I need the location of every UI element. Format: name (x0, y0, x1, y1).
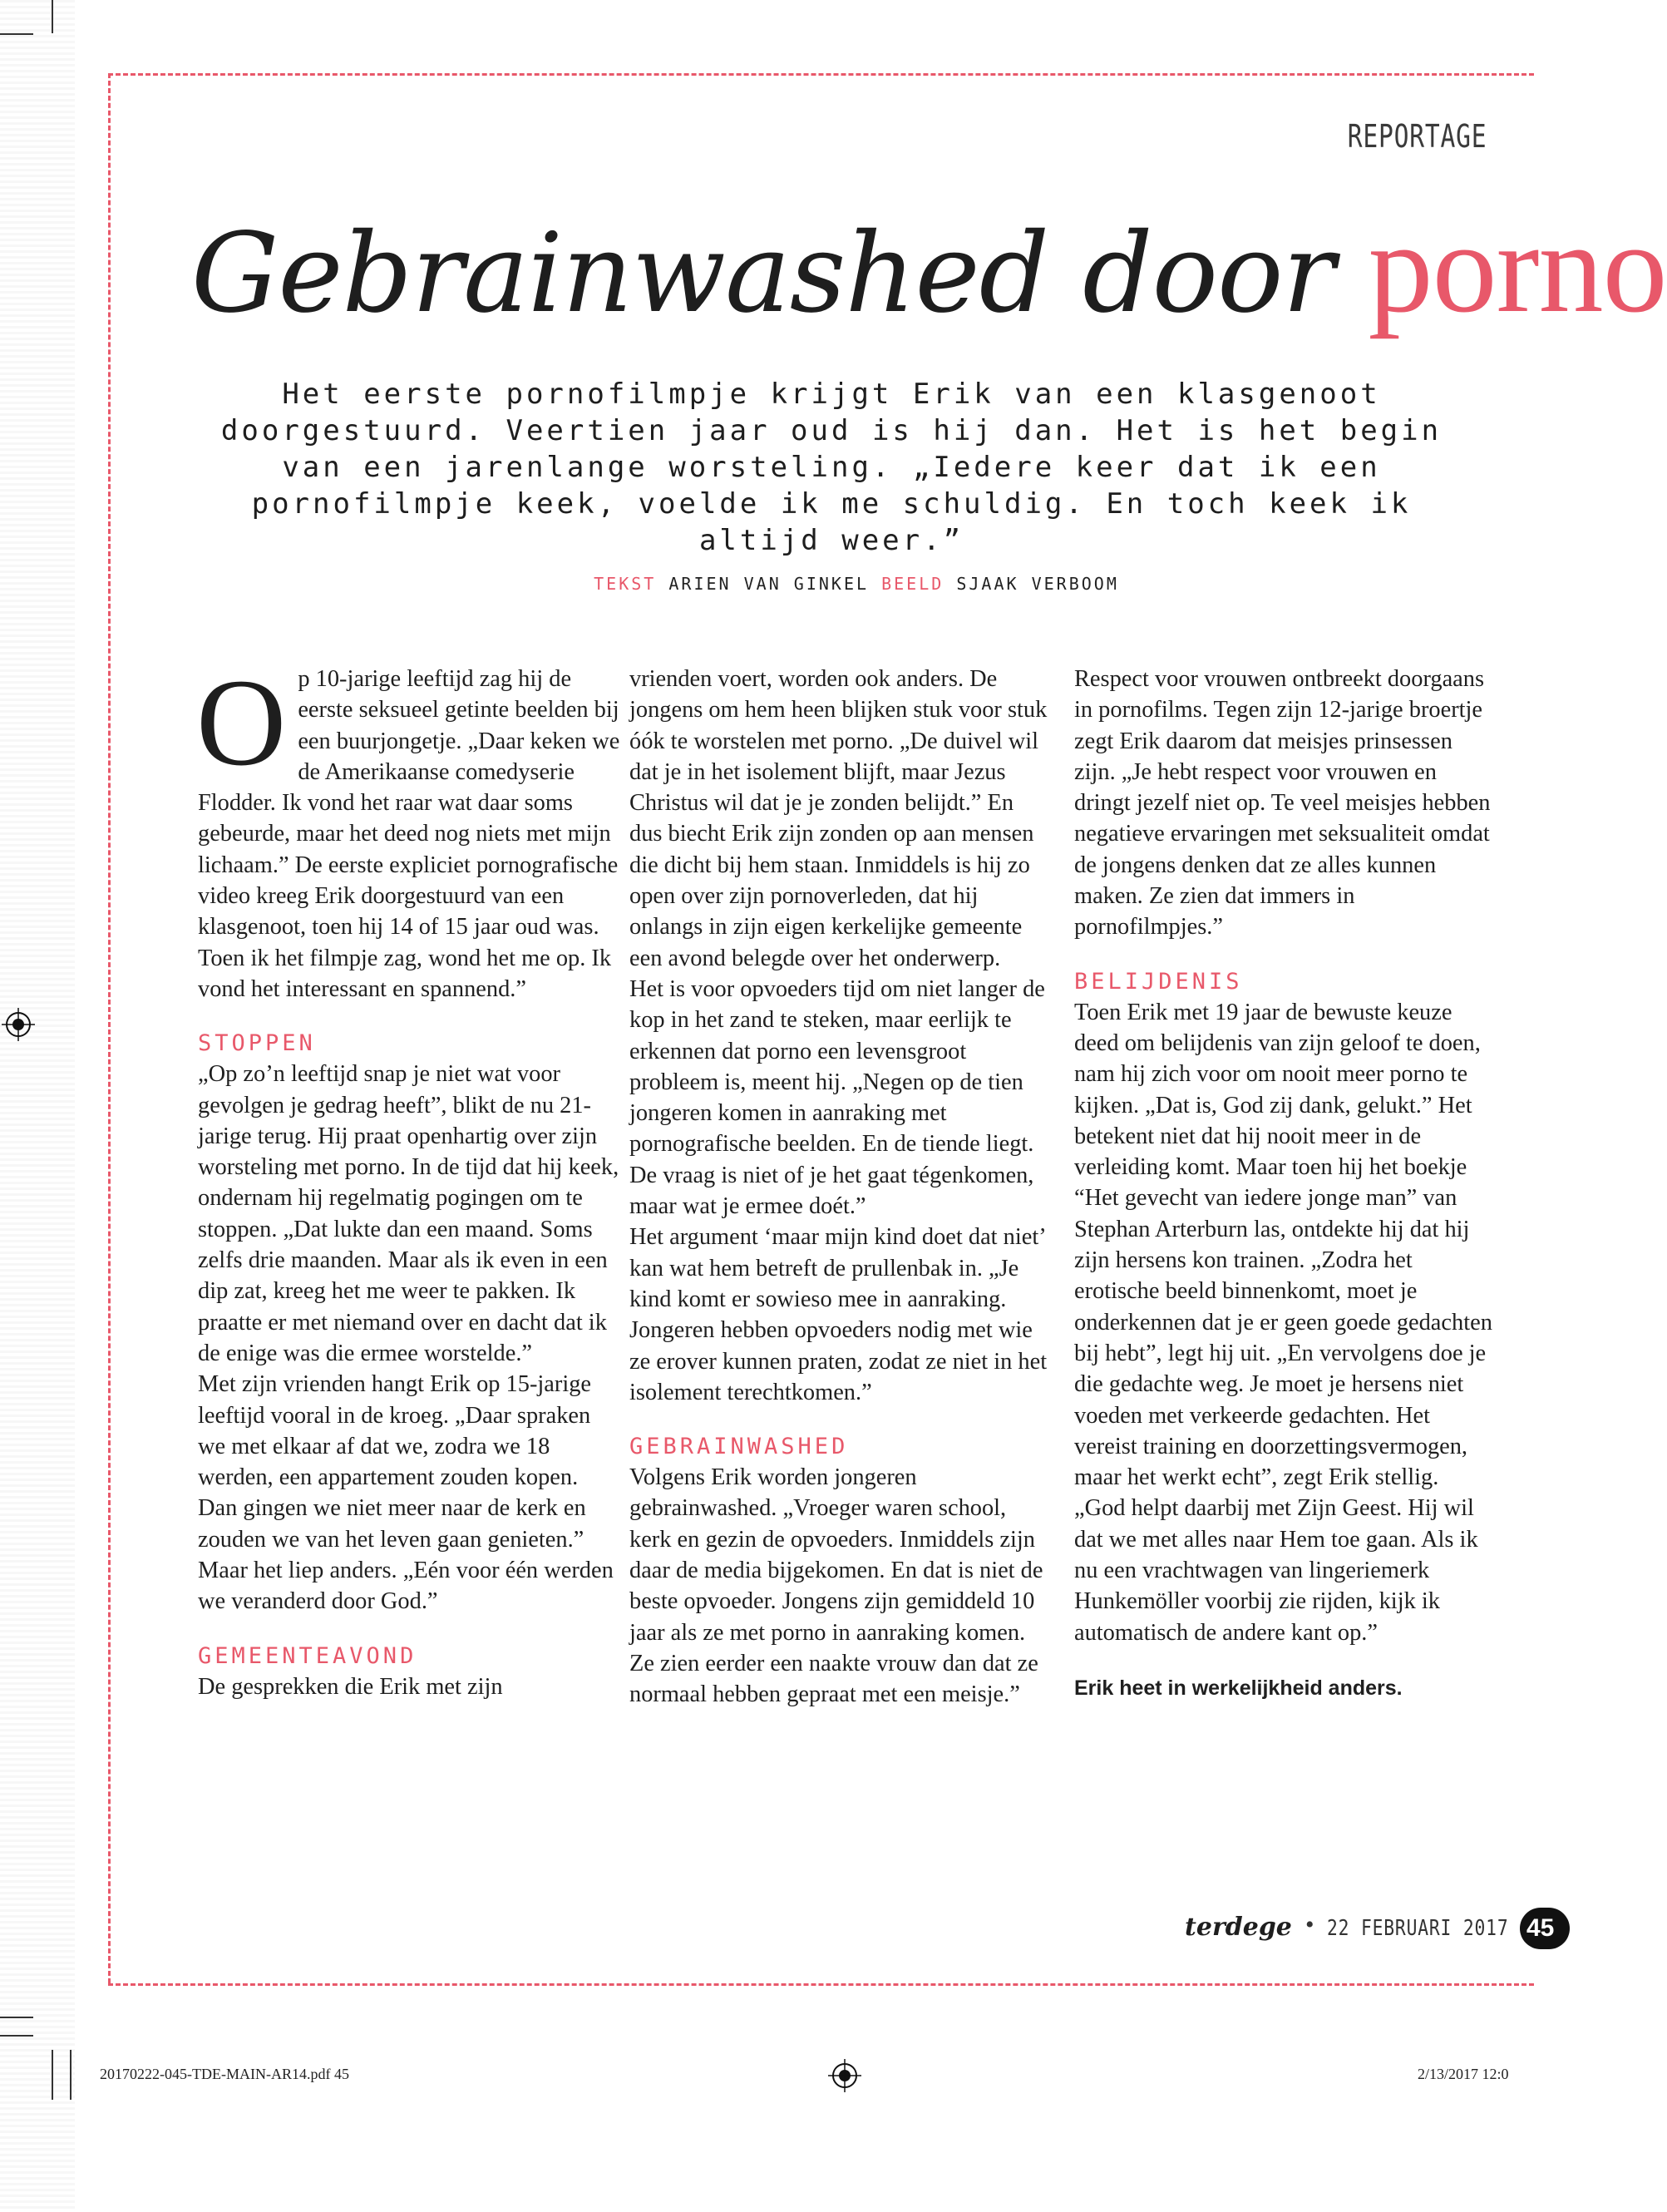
frame-border (108, 1983, 1534, 1986)
crop-mark (0, 2017, 33, 2018)
registration-mark-icon (2, 1008, 35, 1041)
paragraph: „Op zo’n leeftijd snap je niet wat voor gevolgen je gedrag heeft”, blikt de nu 21-jarige terug. Hij praat openhartig over zijn worsteling met porno. In de tijd dat hij keek, ondernam hij regelmatig pogingen om te stoppen. „Dat lukte dan een maand. Soms zelfs drie maanden. Maar als ik even in een dip zat, kreeg het me weer te pakken. Ik praatte er met niemand over en dacht dat ik de enige was die ermee worstelde.” (198, 1061, 619, 1366)
print-gutter (0, 0, 75, 2212)
article-column-2 (629, 664, 1052, 1711)
paragraph: p 10-jarige leeftijd zag hij de eerste seksueel getinte beelden bij een buurjongetje. „Daar keken we de Amerikaanse comedyserie Flodder. Ik vond het raar wat daar soms gebeurde, maar het deed nog niets met mijn lichaam.” De eerste expliciet pornografische video kreeg Erik doorgestuurd van een klasgenoot, toen hij 14 of 15 jaar oud was. Toen ik het filmpje zag, wond het me op. Ik vond het interessant en spannend.” (198, 666, 620, 1002)
credits (266, 574, 1447, 594)
frame-border (108, 73, 1534, 76)
footer-separator: • (1305, 1911, 1314, 1938)
crop-mark (52, 0, 53, 33)
print-slug-timestamp: 2/13/2017 12:0 (1418, 2066, 1509, 2082)
paragraph: „God helpt daarbij met Zijn Geest. Hij wil dat we met alles naar Hem toe gaan. Als ik nu een vrachtwagen van lingeriemerk Hunkemöller voorbij zie rijden, kijk ik automatisch de andere kant op.” (1074, 1495, 1478, 1646)
page-number: 45 (1520, 1908, 1570, 1949)
subheading: BELIJDENIS (1074, 968, 1243, 995)
article-title (191, 193, 1667, 348)
crop-mark (0, 33, 33, 35)
drop-cap: O (196, 654, 287, 792)
issue-date: 22 FEBRUARI 2017 (1327, 1916, 1509, 1941)
registration-mark-icon (828, 2059, 861, 2092)
credit-text-label: TEKST (594, 574, 657, 594)
title-main: Gebrainwashed door (191, 210, 1334, 338)
paragraph: Het argument ‘maar mijn kind doet dat niet’ kan wat hem betreft de prullenbak in. „Je kind komt er sowieso mee in aanraking. Jongeren hebben opvoeders nodig met wie ze erover kunnen praten, zodat ze niet in het isolement terechtkomen.” (629, 1224, 1048, 1405)
intro-lead: Het eerste pornofilmpje krijgt Erik van een klasgenoot doorgestuurd. Veertien jaar oud is hij dan. Het is het begin van een jarenlange worsteling. „Iedere keer dat ik een pornofilmpje keek, voelde ik me schuldig. En toch keek ik altijd weer.” (220, 378, 1443, 557)
paragraph: Het is voor opvoeders tijd om niet langer de kop in het zand te steken, maar eerlijk te erkennen dat porno een levensgroot probleem is, meent hij. „Negen op de tien jongeren komen in aanraking met pornografische beelden. En de tiende liegt. De vraag is niet of je het gaat tégenkomen, maar wat je ermee doét.” (629, 975, 1045, 1220)
crop-mark (0, 2035, 33, 2037)
frame-border (108, 73, 111, 1983)
paragraph: Volgens Erik worden jongeren gebrainwashed. „Vroeger waren school, kerk en gezin de opvoeders. Inmiddels zijn daar de media bijgekomen. En dat is niet de beste opvoeder. Jongens zijn gemiddeld 10 jaar als ze met porno in aanraking komen. Ze zien eerder een naakte vrouw dan dat ze normaal hebben gepraat met een meisje.” (629, 1464, 1043, 1708)
paragraph: Maar het liep anders. „Eén voor één werden we veranderd door God.” (198, 1558, 614, 1615)
article-column-3 (1074, 664, 1497, 1704)
paragraph: vrienden voert, worden ook anders. De jongens om hem heen blijken stuk voor stuk óók te worstelen met porno. „De duivel wil dat je in het isolement blijft, maar Jezus Christus wil dat je je zonden belijdt.” En dus biecht Erik zijn zonden op aan mensen die dicht bij hem staan. Inmiddels is hij zo open over zijn pornoverleden, dat hij onlangs in zijn eigen kerkelijke gemeente een avond belegde over het onderwerp. (629, 666, 1048, 971)
paragraph: Respect voor vrouwen ontbreekt doorgaans in pornofilms. Tegen zijn 12-jarige broertje zegt Erik daarom dat meisjes prinsessen zijn. „Je hebt respect voor vrouwen en dringt jezelf niet op. Te veel meisjes hebben negatieve ervaringen met seksualiteit omdat de jongens denken dat ze alles kunnen maken. Ze zien dat immers in pornofilmpjes.” (1074, 666, 1491, 941)
article-column-1 (196, 654, 620, 1702)
subheading: GEMEENTEAVOND (198, 1642, 417, 1669)
paragraph: Toen Erik met 19 jaar de bewuste keuze deed om belijdenis van zijn geloof te doen, nam hij zich voor om nooit meer porno te kijken. „Dat is, God zij dank, gelukt.” Het betekent niet dat hij nooit meer in de verleiding komt. Maar toen hij het boekje “Het gevecht van iedere jonge man” van Stephan Arterburn las, ontdekte hij dat hij zijn hersens kon trainen. „Zodra het erotische beeld binnenkomt, moet je onderkennen dat je er geen goede gedachten bij hebt”, legt hij uit. „En vervolgens doe je die gedachte weg. Je moet je hersens niet voeden met verkeerde gedachten. Het vereist training en doorzettingsvermogen, maar het werkt echt”, zegt Erik stellig. (1074, 999, 1492, 1491)
credit-text-author: ARIEN VAN GINKEL (668, 574, 870, 594)
credit-image-label: BEELD (881, 574, 944, 594)
title-accent: porno (1368, 195, 1667, 339)
subheading: GEBRAINWASHED (629, 1434, 849, 1460)
section-label: REPORTAGE (1347, 118, 1487, 155)
crop-mark (70, 2050, 72, 2100)
paragraph: Met zijn vrienden hangt Erik op 15-jarige leeftijd vooral in de kroeg. „Daar spraken we met elkaar af dat we, zodra we 18 werden, een appartement zouden kopen. Dan gingen we niet meer naar de kerk en zouden we van het leven gaan genieten.” (198, 1371, 592, 1553)
crop-mark (52, 2050, 53, 2100)
credit-image-author: SJAAK VERBOOM (956, 574, 1119, 594)
subheading: STOPPEN (198, 1030, 316, 1057)
paragraph: De gesprekken die Erik met zijn (198, 1673, 503, 1700)
magazine-logo: terdege (1185, 1913, 1292, 1942)
print-slug-filename: 20170222-045-TDE-MAIN-AR14.pdf 45 (100, 2066, 349, 2082)
author-note: Erik heet in werkelijkheid anders. (1074, 1676, 1403, 1700)
